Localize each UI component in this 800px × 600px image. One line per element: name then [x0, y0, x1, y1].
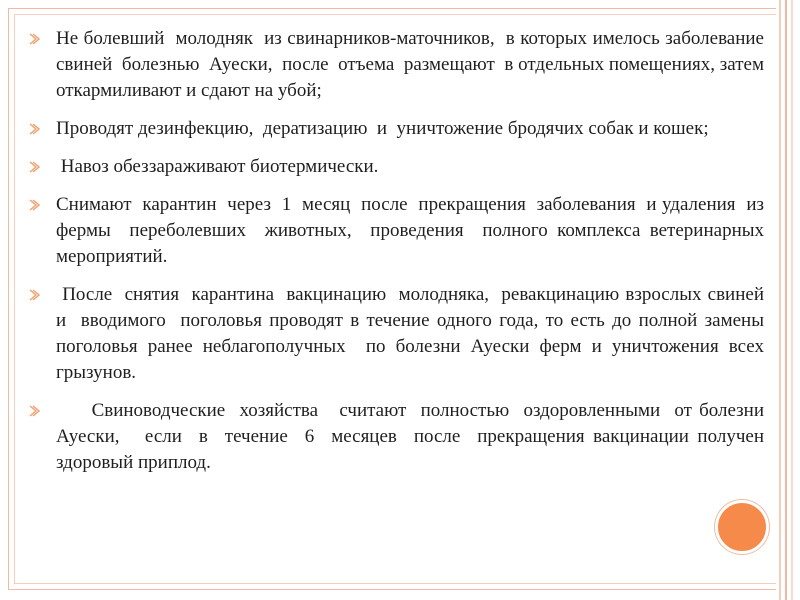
arrow-bullet-icon	[28, 199, 40, 211]
bullet-list	[28, 26, 774, 488]
bullet-text: Не болевший молодняк из свинарников-маточников, в которых имелось заболевание свиней болезнью Ауески, после отъема размещают в отдельных помещениях, затем откармиливают и сдают на убой;	[56, 28, 774, 101]
bullet-item	[28, 154, 764, 180]
bullet-text: Снимают карантин через 1 месяц после прекращения заболевания и удаления из фермы переболевших животных, проведения полного комплекса ветеринарных мероприятий.	[56, 194, 774, 267]
bullet-text: Проводят дезинфекцию, дератизацию и уничтожение бродячих собак и кошек;	[56, 118, 709, 139]
bullet-item	[28, 282, 774, 386]
arrow-bullet-icon	[28, 405, 40, 417]
bullet-item	[28, 398, 774, 476]
bullet-item	[28, 192, 774, 270]
accent-circle	[715, 500, 769, 554]
bullet-item	[28, 116, 764, 142]
decorative-stripes	[776, 0, 800, 600]
bullet-item	[28, 26, 774, 104]
arrow-bullet-icon	[28, 123, 40, 135]
bullet-text: После снятия карантина вакцинацию молодняка, ревакцинацию взрослых свиней и вводимого поголовья проводят в течение одного года, то есть до полной замены поголовья ранее неблагополучных по болезни Ауески ферм и уничтожения всех грызунов.	[56, 284, 774, 383]
arrow-bullet-icon	[28, 33, 40, 45]
bullet-text: Навоз обеззараживают биотермически.	[56, 156, 379, 177]
bullet-text: Свиноводческие хозяйства считают полностью оздоровленными от болезни Ауески, если в течение 6 месяцев после прекращения вакцинации получен здоровый приплод.	[56, 400, 774, 473]
arrow-bullet-icon	[28, 289, 40, 301]
arrow-bullet-icon	[28, 161, 40, 173]
